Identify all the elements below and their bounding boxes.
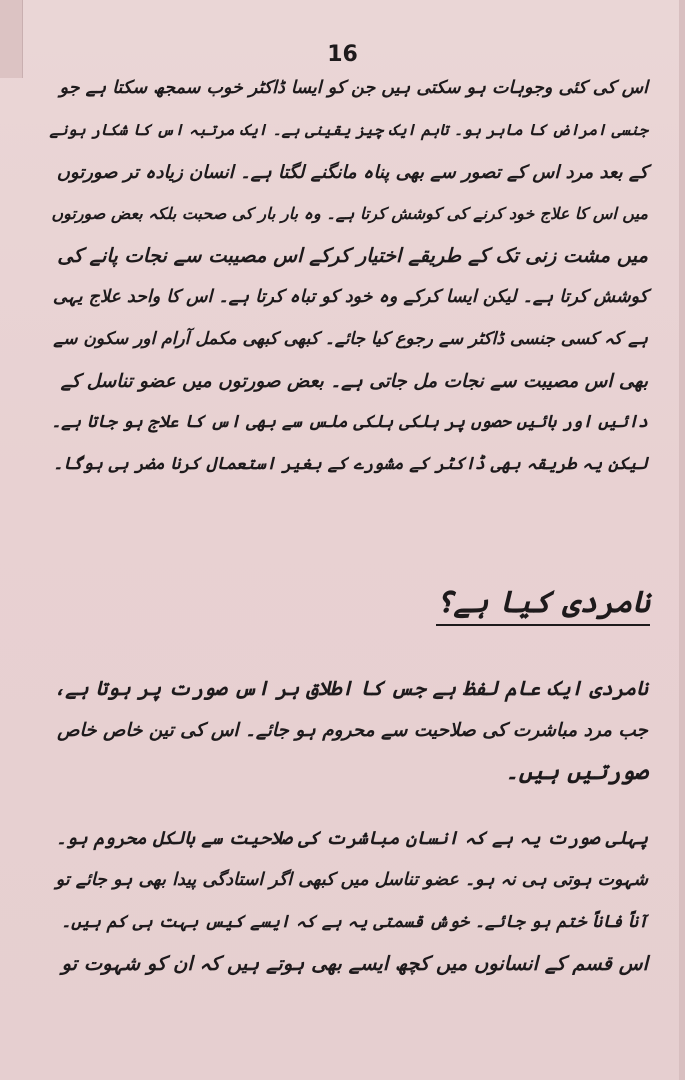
text-line: شہوت ہوتی ہی نہ ہو۔ عضو تناسل میں کبھی اگر استادگی پیدا بھی ہو جائے تو — [55, 869, 648, 890]
text-line: جنسی امراض کا ماہر ہو۔ تاہم ایک چیز یقینی ہے۔ ایک مرتبہ اس کا شکار ہونے — [49, 120, 648, 139]
text-line: کے بعد مرد اس کے تصور سے بھی پناہ مانگنے لگتا ہے۔ انسان زیادہ تر صورتوں — [56, 161, 648, 183]
section-heading-wrap — [360, 585, 650, 626]
text-line: جب مرد مباشرت کی صلاحیت سے محروم ہو جائے۔ اس کی تین خاص خاص — [57, 719, 648, 741]
text-line: ہے کہ کسی جنسی ڈاکٹر سے رجوع کیا جائے۔ کبھی کبھی مکمل آرام اور سکون سے — [53, 328, 648, 349]
section-heading: نامردی کیا ہے؟ — [436, 585, 650, 626]
text-line: کوشش کرتا ہے۔ لیکن ایسا کرکے وہ خود کو تباہ کرتا ہے۔ اس کا واحد علاج یہی — [52, 286, 648, 307]
text-line: میں مشت زنی تک کے طریقے اختیار کرکے اس مصیبت سے نجات پانے کی — [57, 244, 648, 268]
text-line: اس قسم کے انسانوں میں کچھ ایسے بھی ہوتے ہیں کہ ان کو شہوت تو — [61, 952, 648, 976]
text-line: دائیں اور بائیں حصوں پر ہلکی ہلکی ملس سے بھی اس کا علاج ہو جاتا ہے۔ — [51, 412, 648, 433]
page-number: 16 — [327, 42, 358, 67]
text-line: اس کی کئی وجوہات ہو سکتی ہیں جن کو ایسا ڈاکٹر خوب سمجھ سکتا ہے جو — [59, 78, 648, 98]
paragraph-1 — [48, 68, 648, 486]
page-spine-edge — [679, 0, 685, 1080]
paragraph-3 — [48, 818, 648, 985]
text-line: نامردی ایک عام لفظ ہے جس کا اطلاق ہر اس صورت پر ہوتا ہے، — [53, 676, 648, 700]
text-line: میں اس کا علاج خود کرنے کی کوشش کرتا ہے۔ وہ بار بار کی صحبت بلکہ بعض صورتوں — [51, 204, 648, 224]
text-line: لیکن یہ طریقہ بھی ڈاکٹر کے مشورے کے بغیر استعمال کرنا مضر ہی ہوگا۔ — [53, 454, 648, 475]
text-line: صورتیں ہیں۔ — [505, 758, 648, 785]
text-line: آناً فاناً ختم ہو جائے۔ خوش قسمتی یہ ہے کہ ایسے کیس بہت ہی کم ہیں۔ — [61, 911, 648, 932]
text-line: بھی اس مصیبت سے نجات مل جاتی ہے۔ بعض صورتوں میں عضو تناسل کے — [60, 370, 648, 392]
paragraph-2 — [48, 668, 648, 793]
text-line: پہلی صورت یہ ہے کہ انسان مباشرت کی صلاحیت سے بالکل محروم ہو۔ — [56, 828, 648, 849]
